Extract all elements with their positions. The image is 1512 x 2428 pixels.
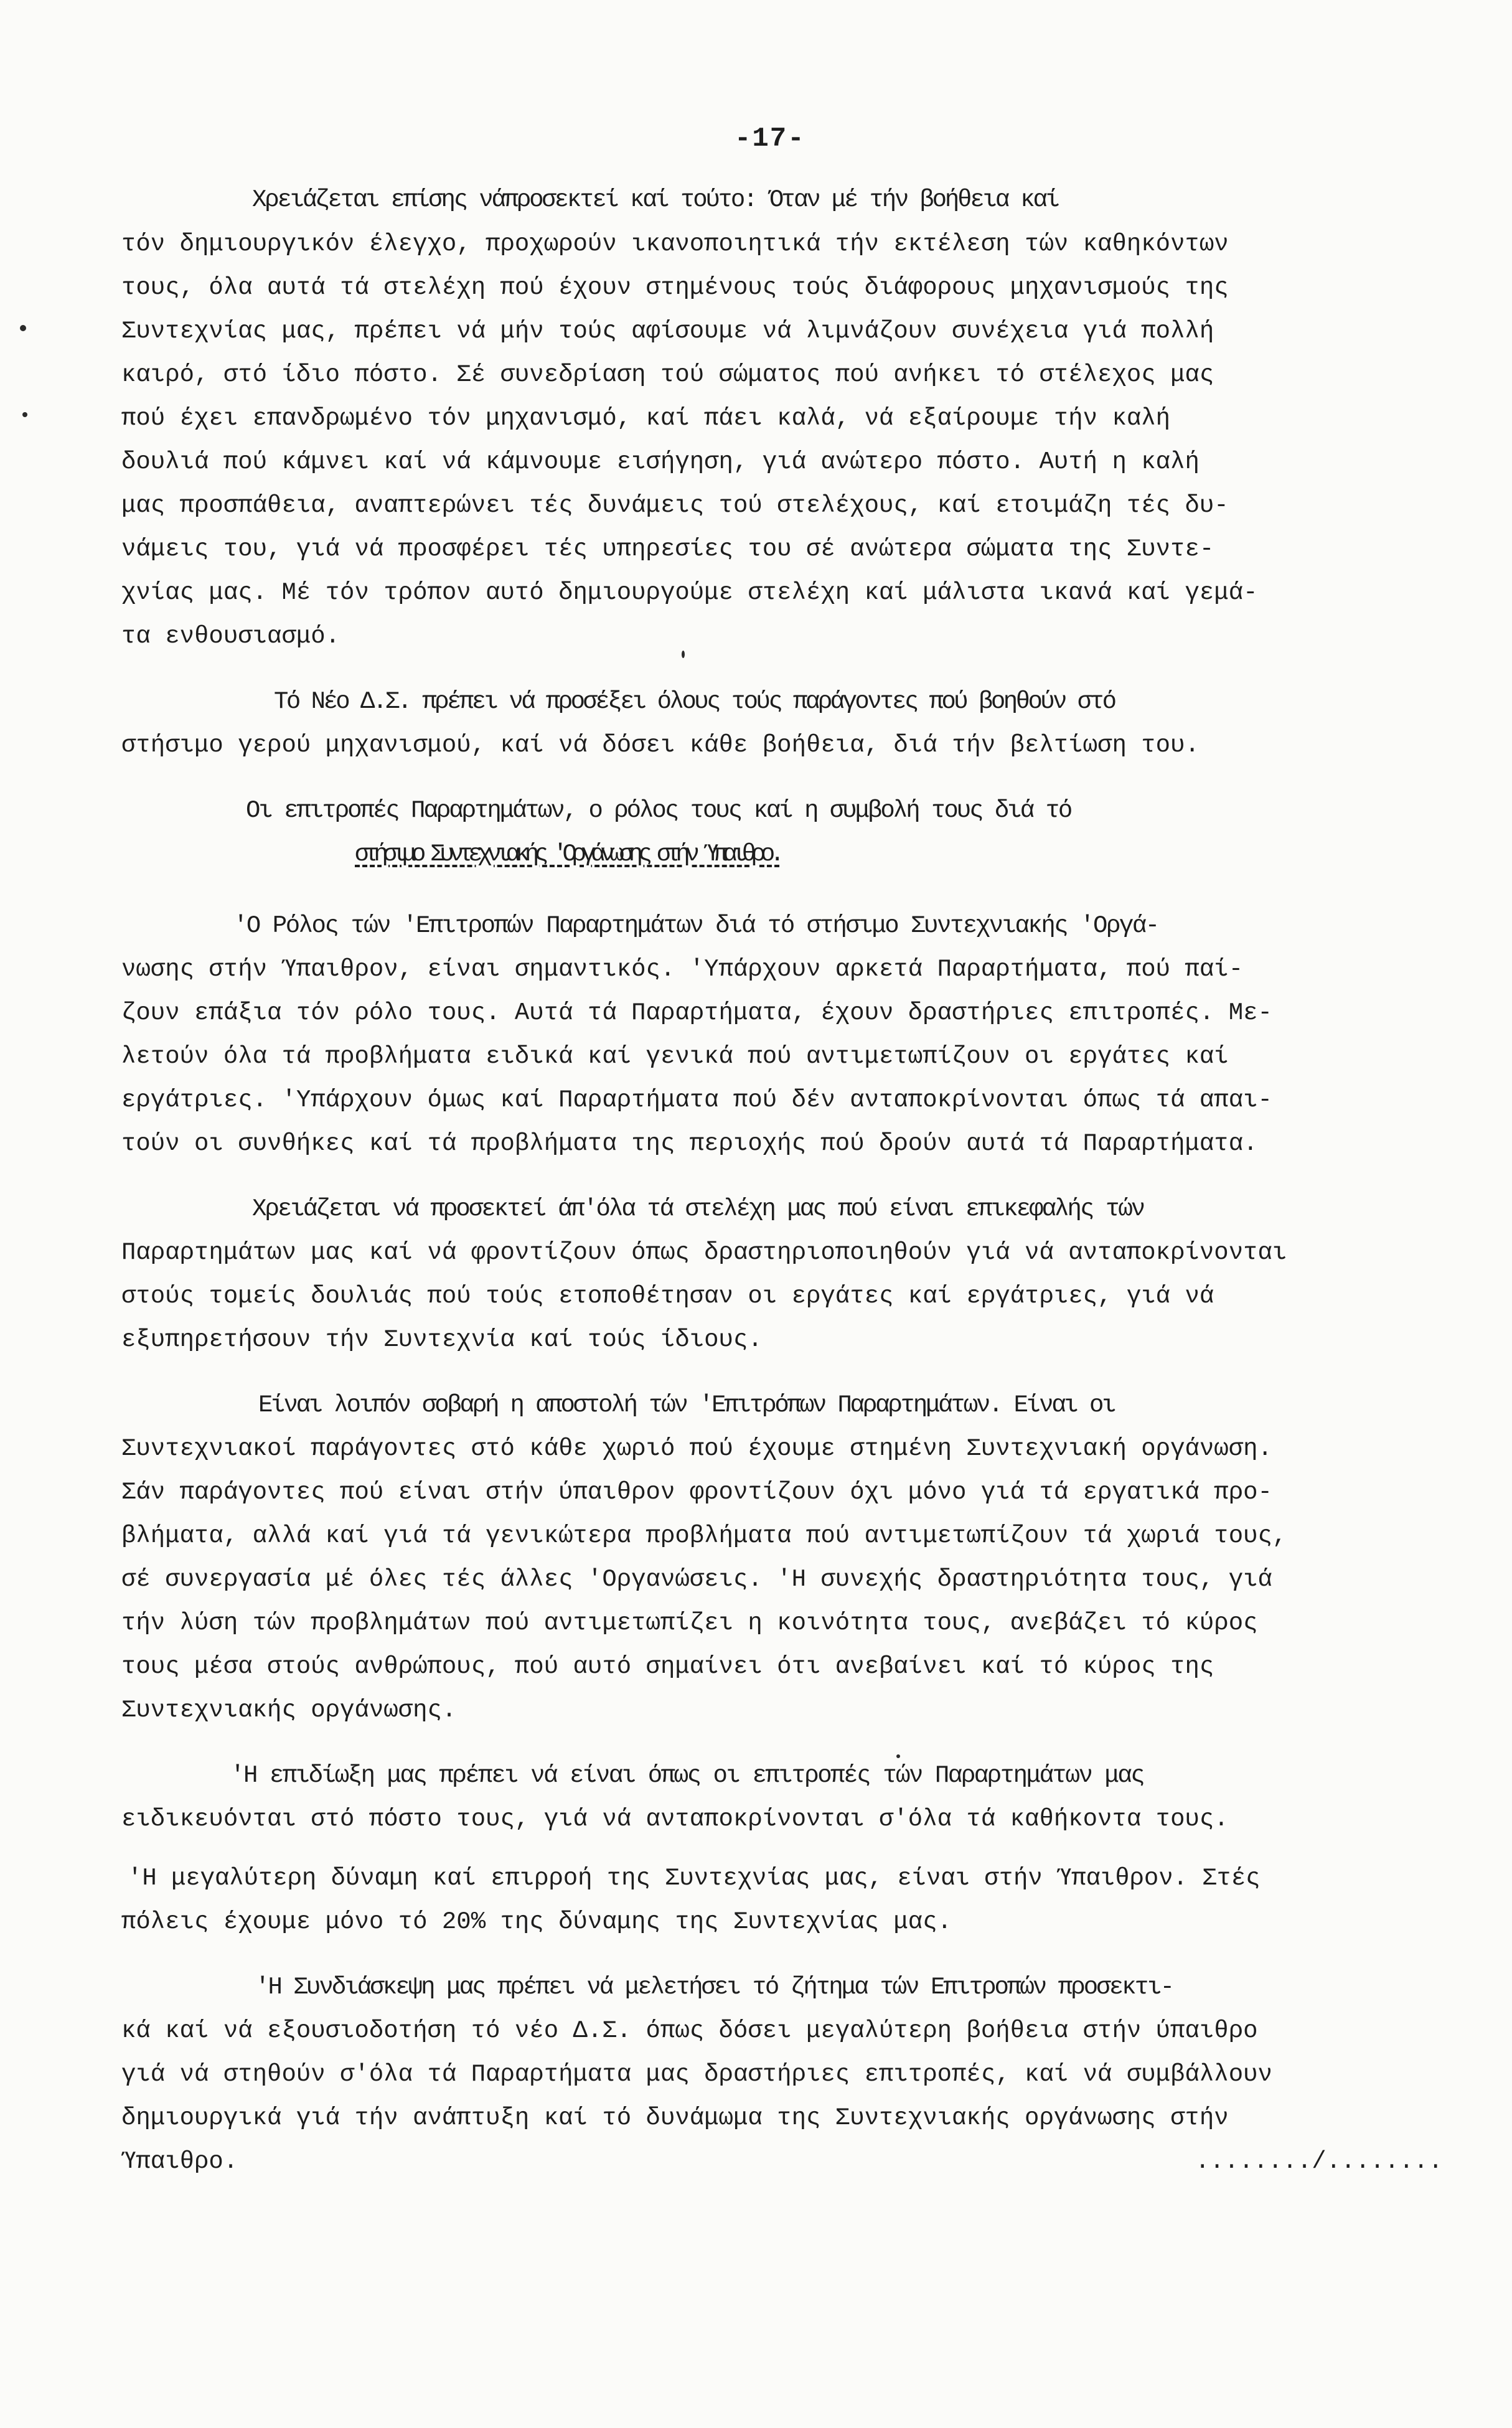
text-line: πού έχει επανδρωμένο τόν μηχανισμό, καί πάει καλά, νά εξαίρουμε τήν καλή <box>121 405 1171 432</box>
text-line: 'Η επιδίωξη μας πρέπει νά είναι όπως οι επιτροπές τών Παραρτημάτων μας <box>230 1762 1144 1789</box>
text-line: πόλεις έχουμε μόνο τό 20% της δύναμης της Συντεχνίας μας. <box>121 1908 952 1936</box>
text-line: Ύπαιθρο. <box>121 2148 238 2175</box>
text-line: δουλιά πού κάμνει καί νά κάμνουμε εισήγηση, γιά ανώτερο πόστο. Αυτή η καλή <box>121 448 1200 476</box>
text-line: σέ συνεργασία μέ όλες τές άλλες 'Οργανώσεις. 'Η συνεχής δραστηριότητα τους, γιά <box>121 1566 1272 1593</box>
text-line: τόν δημιουργικόν έλεγχο, προχωρούν ικανοποιητικά τήν εκτέλεση τών καθηκόντων <box>121 230 1229 258</box>
text-line: λετούν όλα τά προβλήματα ειδικά καί γενικά πού αντιμετωπίζουν οι εργάτες καί <box>121 1043 1229 1070</box>
page-number: -17- <box>735 123 805 154</box>
text-line: τα ενθουσιασμό. <box>121 623 340 650</box>
text-line: 'Η μεγαλύτερη δύναμη καί επιρροή της Συντεχνίας μας, είναι στήν Ύπαιθρον. Στές <box>128 1865 1261 1892</box>
text-line: δημιουργικά γιά τήν ανάπτυξη καί τό δυνάμωμα της Συντεχνιακής οργάνωσης στήν <box>121 2104 1229 2132</box>
text-line: εξυπηρετήσουν τήν Συντεχνία καί τούς ίδιους. <box>121 1326 763 1353</box>
text-line: νάμεις του, γιά νά προσφέρει τές υπηρεσίες του σέ ανώτερα σώματα της Συντε- <box>121 535 1214 563</box>
text-line: τους, όλα αυτά τά στελέχη πού έχουν στημένους τούς διάφορους μηχανισμούς της <box>121 274 1229 301</box>
text-line: 'Η Συνδιάσκεψη μας πρέπει νά μελετήσει τό ζήτημα τών Επιτροπών προσεκτι- <box>255 1974 1173 2001</box>
text-line: Σάν παράγοντες πού είναι στήν ύπαιθρον φροντίζουν όχι μόνο γιά τά εργατικά προ- <box>121 1479 1272 1506</box>
text-line: Συντεχνιακής οργάνωσης. <box>121 1696 457 1724</box>
text-line: τους μέσα στούς ανθρώπους, πού αυτό σημαίνει ότι ανεβαίνει καί τό κύρος της <box>121 1653 1214 1680</box>
text-line: γιά νά στηθούν σ'όλα τά Παραρτήματα μας δραστήριες επιτροπές, καί νά συμβάλλουν <box>121 2061 1272 2088</box>
text-line: Παραρτημάτων μας καί νά φροντίζουν όπως δραστηριοποιηθούν γιά νά ανταποκρίνονται <box>121 1239 1287 1266</box>
section-heading-underlined: στήσιμο Συντεχνιακής 'Οργάνωσης στήν Ύπαιθρο. <box>355 840 780 868</box>
scan-speck <box>20 325 26 331</box>
text-line: Χρειάζεται νά προσεκτεί άπ'όλα τά στελέχη μας πού είναι επικεφαλής τών <box>252 1195 1144 1223</box>
text-line: Τό Νέο Δ.Σ. πρέπει νά προσέξει όλους τούς παράγοντες πού βοηθούν στό <box>274 688 1115 715</box>
text-line: στούς τομείς δουλιάς πού τούς ετοποθέτησαν οι εργάτες καί εργάτριες, γιά νά <box>121 1282 1214 1310</box>
text-line: καιρό, στό ίδιο πόστο. Σέ συνεδρίαση τού σώματος πού ανήκει τό στέλεχος μας <box>121 361 1214 388</box>
section-heading-line: Οι επιτροπές Παραρτημάτων, ο ρόλος τους καί η συμβολή τους διά τό <box>246 797 1071 824</box>
text-line: μας προσπάθεια, αναπτερώνει τές δυνάμεις τού στελέχους, καί ετοιμάζη τές δυ- <box>121 492 1229 519</box>
text-line: ζουν επάξια τόν ρόλο τους. Αυτά τά Παραρτήματα, έχουν δραστήριες επιτροπές. Με- <box>121 999 1272 1027</box>
text-line: Συντεχνίας μας, πρέπει νά μήν τούς αφίσουμε νά λιμνάζουν συνέχεια γιά πολλή <box>121 318 1214 345</box>
text-line: Χρειάζεται επίσης νάπροσεκτεί καί τούτο: Όταν μέ τήν βοήθεια καί <box>252 186 1059 214</box>
text-line: τούν οι συνθήκες καί τά προβλήματα της περιοχής πού δρούν αυτά τά Παραρτήματα. <box>121 1130 1258 1157</box>
text-line: νωσης στήν Ύπαιθρον, είναι σημαντικός. 'Υπάρχουν αρκετά Παραρτήματα, πού παί- <box>121 956 1244 983</box>
scan-speck <box>22 412 27 417</box>
text-line: 'Ο Ρόλος τών 'Επιτροπών Παραρτημάτων διά τό στήσιμο Συντεχνιακής 'Οργά- <box>233 912 1158 939</box>
continuation-marker: ......../........ <box>1195 2148 1443 2175</box>
text-line: Είναι λοιπόν σοβαρή η αποστολή τών 'Επιτρόπων Παραρτημάτων. Είναι οι <box>258 1391 1115 1419</box>
text-line: βλήματα, αλλά καί γιά τά γενικώτερα προβλήματα πού αντιμετωπίζουν τά χωριά τους, <box>121 1522 1287 1550</box>
scan-speck <box>896 1754 900 1758</box>
text-line: εργάτριες. 'Υπάρχουν όμως καί Παραρτήματα πού δέν ανταποκρίνονται όπως τά απαι- <box>121 1086 1272 1114</box>
text-line: κά καί νά εξουσιοδοτήση τό νέο Δ.Σ. όπως δόσει μεγαλύτερη βοήθεια στήν ύπαιθρο <box>121 2017 1258 2045</box>
text-line: χνίας μας. Μέ τόν τρόπον αυτό δημιουργούμε στελέχη καί μάλιστα ικανά καί γεμά- <box>121 579 1258 606</box>
text-line: τήν λύση τών προβλημάτων πού αντιμετωπίζει η κοινότητα τους, ανεβάζει τό κύρος <box>121 1609 1258 1637</box>
scan-speck <box>682 651 685 658</box>
text-line: Συντεχνιακοί παράγοντες στό κάθε χωριό πού έχουμε στημένη Συντεχνιακή οργάνωση. <box>121 1435 1272 1462</box>
text-line: στήσιμο γερού μηχανισμού, καί νά δόσει κάθε βοήθεια, διά τήν βελτίωση του. <box>121 732 1200 759</box>
text-line: ειδικευόνται στό πόστο τους, γιά νά ανταποκρίνονται σ'όλα τά καθήκοντα τους. <box>121 1805 1229 1833</box>
